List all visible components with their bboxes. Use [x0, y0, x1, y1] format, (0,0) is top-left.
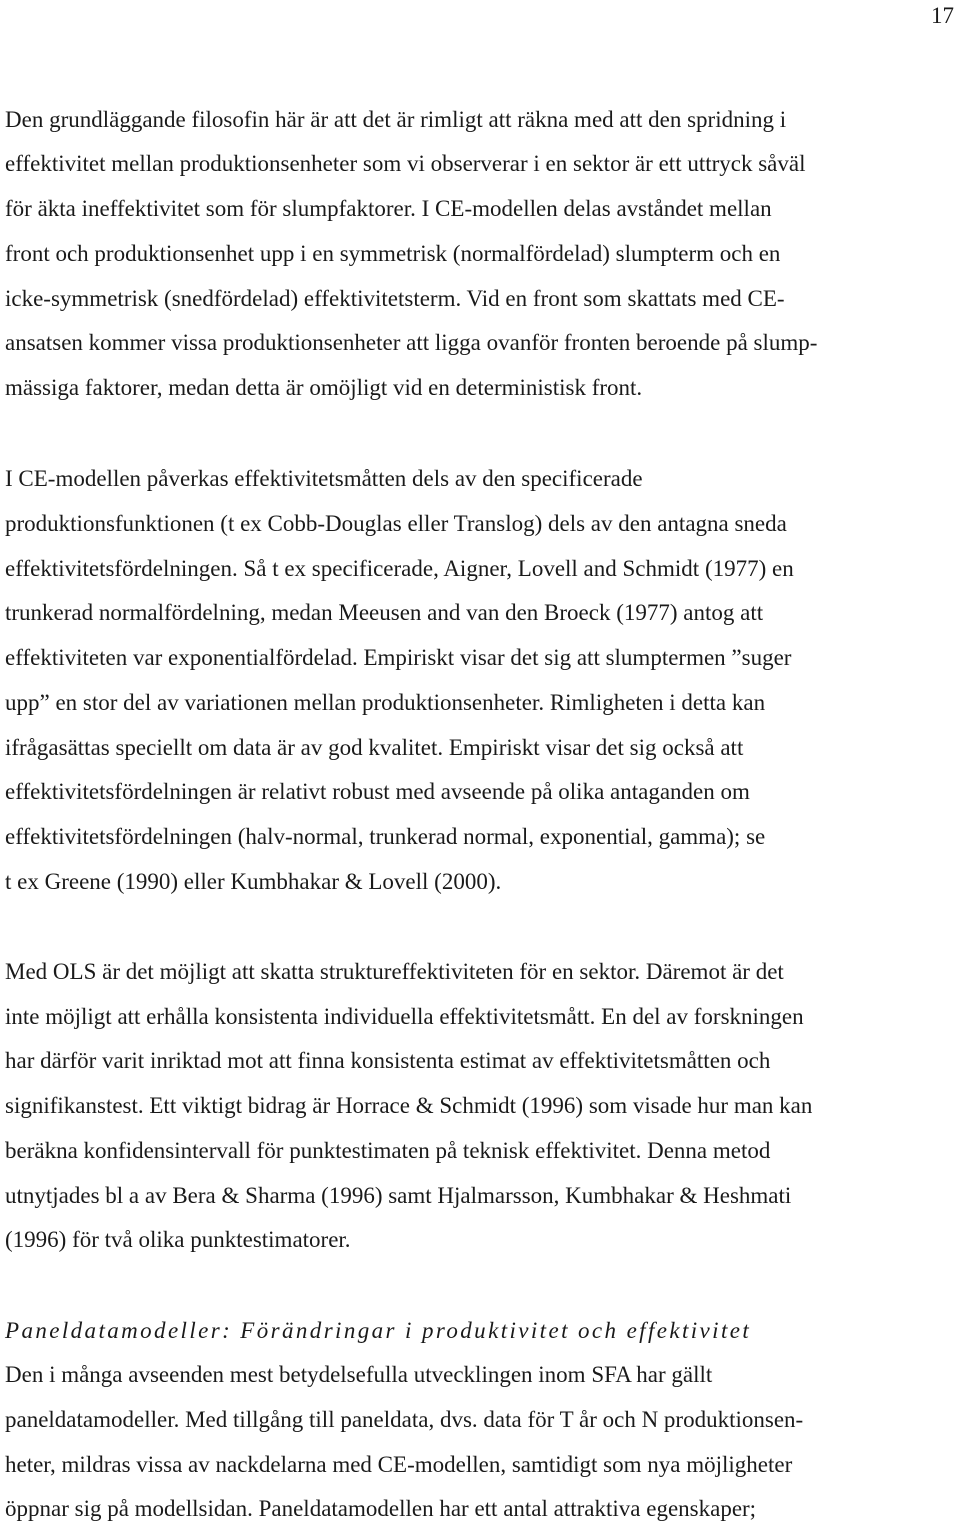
paragraph-line: paneldatamodeller. Med tillgång till paneldata, dvs. data för T år och N produktionsen-	[5, 1407, 804, 1432]
paragraph-line: upp” en stor del av variationen mellan produktionsenheter. Rimligheten i detta kan	[5, 690, 766, 715]
paragraph-line: effektivitetsfördelningen är relativt robust med avseende på olika antaganden om	[5, 779, 750, 804]
paragraph-line: front och produktionsenhet upp i en symmetrisk (normalfördelad) slumpterm och en	[5, 241, 781, 266]
paragraph-line: inte möjligt att erhålla konsistenta individuella effektivitetsmått. En del av forskningen	[5, 1004, 804, 1029]
paragraph-line: ifrågasättas speciellt om data är av god kvalitet. Empiriskt visar det sig också att	[5, 735, 744, 760]
section-heading: Paneldatamodeller: Förändringar i produktivitet och effektivitet	[5, 1318, 752, 1343]
paragraph-line: icke-symmetrisk (snedfördelad) effektivitetsterm. Vid en front som skattats med CE-	[5, 286, 785, 311]
paragraph-line: heter, mildras vissa av nackdelarna med CE-modellen, samtidigt som nya möjligheter	[5, 1452, 793, 1477]
paragraph-line: signifikanstest. Ett viktigt bidrag är Horrace & Schmidt (1996) som visade hur man kan	[5, 1093, 813, 1118]
paragraph-line: ansatsen kommer vissa produktionsenheter att ligga ovanför fronten beroende på slump-	[5, 330, 818, 355]
paragraph-line: effektivitetsfördelningen. Så t ex specificerade, Aigner, Lovell and Schmidt (1977) en	[5, 556, 794, 581]
paragraph-line: t ex Greene (1990) eller Kumbhakar & Lovell (2000).	[5, 869, 502, 894]
paragraph-line: effektiviteten var exponentialfördelad. Empiriskt visar det sig att slumptermen ”suger	[5, 645, 792, 670]
paragraph-line: för äkta ineffektivitet som för slumpfaktorer. I CE-modellen delas avståndet mellan	[5, 196, 772, 221]
paragraph-line: I CE-modellen påverkas effektivitetsmåtten dels av den specificerade	[5, 466, 643, 491]
paragraph-line: effektivitet mellan produktionsenheter som vi observerar i en sektor är ett uttryck såväl	[5, 151, 806, 176]
paragraph-line: produktionsfunktionen (t ex Cobb-Douglas eller Translog) dels av den antagna sneda	[5, 511, 787, 536]
paragraph-line: effektivitetsfördelningen (halv-normal, trunkerad normal, exponential, gamma); se	[5, 824, 766, 849]
paragraph-line: öppnar sig på modellsidan. Paneldatamodellen har ett antal attraktiva egenskaper;	[5, 1496, 757, 1521]
paragraph-line: beräkna konfidensintervall för punktestimaten på teknisk effektivitet. Denna metod	[5, 1138, 771, 1163]
paragraph-line: har därför varit inriktad mot att finna konsistenta estimat av effektivitetsmåtten och	[5, 1048, 771, 1073]
paragraph-line: (1996) för två olika punktestimatorer.	[5, 1227, 351, 1252]
paragraph-line: mässiga faktorer, medan detta är omöjligt vid en deterministisk front.	[5, 375, 643, 400]
paragraph-line: Den i många avseenden mest betydelsefulla utvecklingen inom SFA har gällt	[5, 1362, 713, 1387]
paragraph-line: utnytjades bl a av Bera & Sharma (1996) samt Hjalmarsson, Kumbhakar & Heshmati	[5, 1183, 792, 1208]
paragraph-line: Med OLS är det möjligt att skatta struktureffektiviteten för en sektor. Däremot är det	[5, 959, 784, 984]
paragraph-line: trunkerad normalfördelning, medan Meeusen and van den Broeck (1977) antog att	[5, 600, 764, 625]
paragraph-line: Den grundläggande filosofin här är att det är rimligt att räkna med att den spridning i	[5, 107, 787, 132]
page-number: 17	[931, 3, 954, 28]
